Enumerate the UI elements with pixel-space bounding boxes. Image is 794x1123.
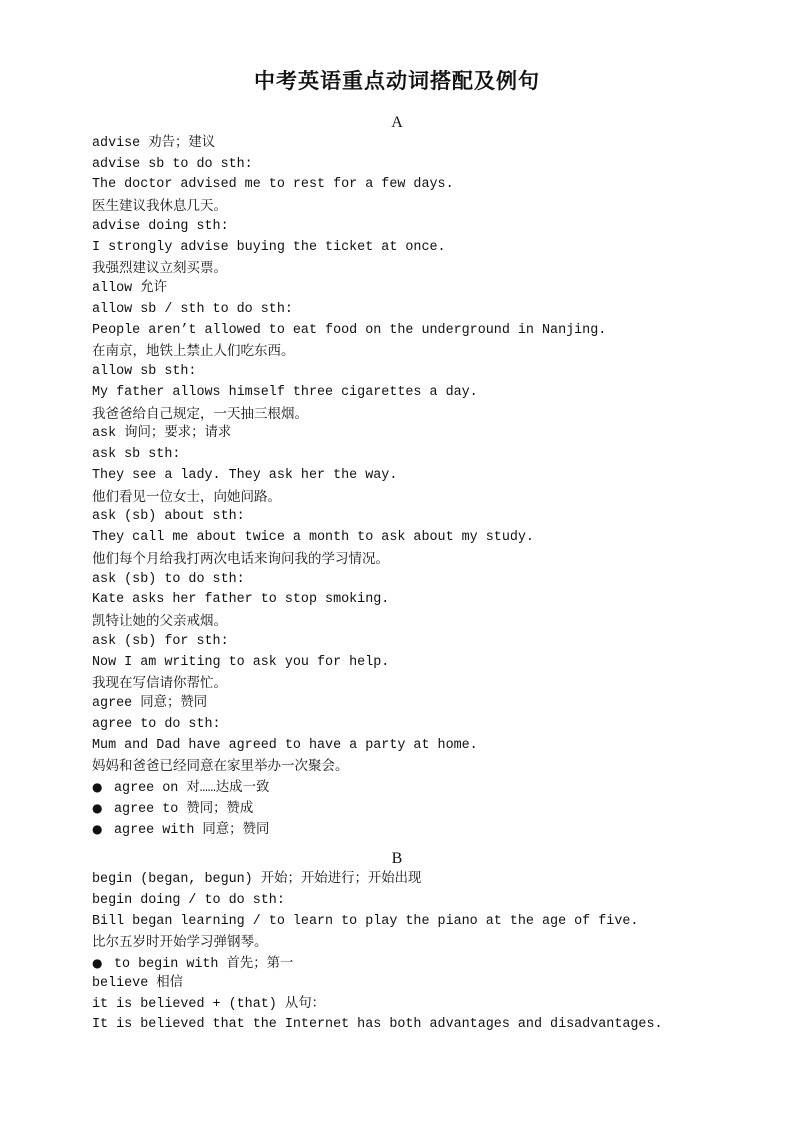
verb-heading: believe 相信 — [92, 975, 184, 991]
section-letter: A — [391, 114, 403, 131]
example-sentence: I strongly advise buying the ticket at once. — [92, 239, 446, 255]
example-sentence: The doctor advised me to rest for a few days. — [92, 177, 454, 193]
example-translation: 医生建议我休息几天。 — [92, 198, 227, 214]
section-letter: B — [391, 850, 403, 868]
example-sentence: Mum and Dad have agreed to have a party at home. — [92, 737, 478, 753]
usage-pattern: ask sb sth: — [92, 447, 181, 462]
bullet-text: to begin with 首先；第一 — [114, 957, 294, 972]
black-circle-icon: ● — [92, 780, 103, 794]
example-sentence: Now I am writing to ask you for help. — [92, 654, 390, 670]
example-translation: 他们每个月给我打两次电话来询问我的学习情况。 — [92, 550, 389, 567]
example-translation: 我强烈建议立刻买票。 — [92, 260, 227, 277]
verb-heading: ask 询问；要求；请求 — [92, 426, 232, 442]
black-circle-icon: ● — [92, 821, 103, 836]
bullet-text: agree with 同意；赞同 — [114, 822, 270, 838]
black-circle-icon: ● — [92, 956, 103, 970]
example-translation: 我现在写信请你帮忙。 — [92, 675, 227, 692]
usage-pattern: begin doing / to do sth: — [92, 892, 285, 908]
verb-heading: advise 劝告；建议 — [92, 135, 216, 151]
usage-pattern: it is believed + (that) 从句： — [92, 996, 326, 1012]
bullet-item — [92, 819, 732, 840]
example-sentence: They see a lady. They ask her the way. — [92, 467, 398, 483]
bullet-item — [92, 953, 732, 974]
example-translation: 妈妈和爸爸已经同意在家里举办一次聚会。 — [92, 758, 349, 775]
verb-heading: allow 允许 — [92, 281, 167, 296]
section-gap — [92, 839, 732, 849]
usage-pattern: ask (sb) to do sth: — [92, 571, 245, 587]
page-title: 中考英语重点动词搭配及例句 — [254, 69, 540, 93]
example-translation: 他们看见一位女士，向她问路。 — [92, 488, 281, 505]
example-sentence: Bill began learning / to learn to play the piano at the age of five. — [92, 913, 639, 929]
example-sentence: Kate asks her father to stop smoking. — [92, 592, 390, 608]
example-translation: 我爸爸给自己规定，一天抽三根烟。 — [92, 405, 308, 422]
example-sentence: My father allows himself three cigarettes a day. — [92, 384, 478, 400]
black-circle-icon: ● — [92, 800, 103, 815]
example-sentence: People aren’t allowed to eat food on the underground in Nanjing. — [92, 322, 607, 338]
example-translation: 凯特让她的父亲戒烟。 — [92, 613, 227, 629]
usage-pattern: agree to do sth: — [92, 716, 221, 732]
bullet-item — [92, 798, 732, 819]
usage-pattern: advise sb to do sth: — [92, 156, 253, 172]
example-translation: 比尔五岁时开始学习弹钢琴。 — [92, 934, 268, 951]
example-sentence: They call me about twice a month to ask about my study. — [92, 530, 534, 545]
bullet-item — [92, 777, 732, 798]
example-sentence: It is believed that the Internet has both advantages and disadvantages. — [92, 1017, 663, 1033]
verb-heading: agree 同意；赞同 — [92, 696, 208, 711]
usage-pattern: ask (sb) for sth: — [92, 633, 229, 649]
bullet-text: agree to 赞同；赞成 — [114, 801, 254, 817]
example-translation: 在南京，地铁上禁止人们吃东西。 — [92, 343, 295, 360]
verb-heading: begin (began, begun) 开始；开始进行；开始出现 — [92, 872, 422, 887]
usage-pattern: allow sb / sth to do sth: — [92, 301, 293, 317]
usage-pattern: ask (sb) about sth: — [92, 509, 245, 525]
document-body — [92, 113, 732, 1036]
bullet-text: agree on 对……达成一致 — [114, 781, 270, 796]
usage-pattern: advise doing sth: — [92, 218, 229, 234]
usage-pattern: allow sb sth: — [92, 364, 197, 379]
